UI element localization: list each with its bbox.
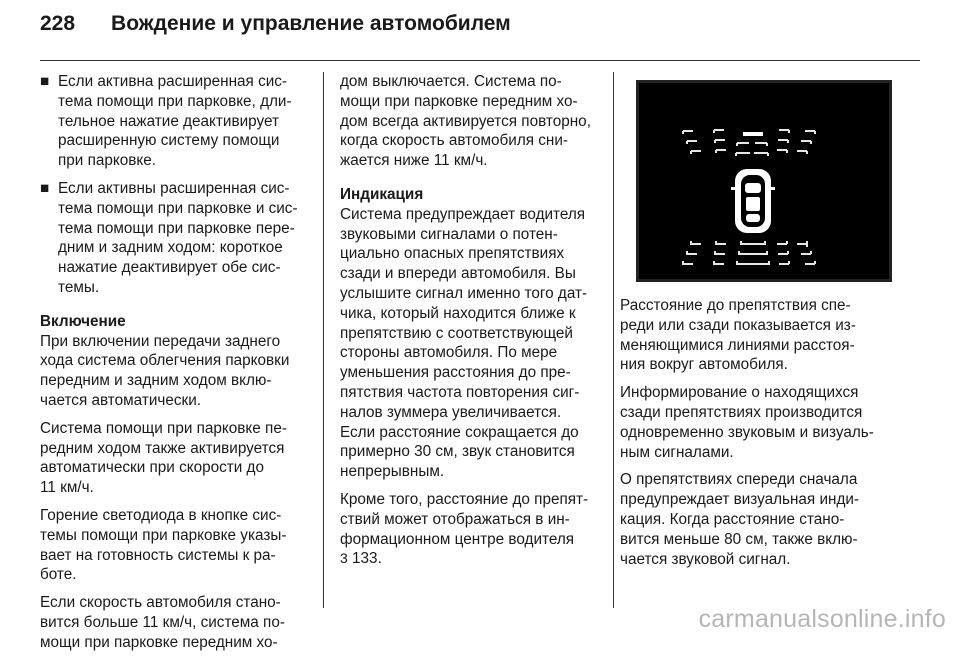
text-line: Расстояние до препятствия спе- bbox=[620, 297, 851, 314]
text-line: одновременно звуковым и визуаль- bbox=[620, 423, 874, 441]
front-right-arc-icon bbox=[797, 151, 807, 154]
text-line: чается звуковой сигнал. bbox=[620, 550, 791, 568]
front-center-right-arc-icon bbox=[779, 130, 789, 133]
text-line: Система помощи при парковке пе- bbox=[40, 419, 287, 437]
parking-sensor-graphic bbox=[639, 83, 889, 279]
bullet-text bbox=[58, 72, 315, 171]
car-top-view-icon bbox=[731, 169, 775, 233]
text-line: дом выключается. Система по- bbox=[340, 73, 562, 90]
text-line: реди или сзади показывается из- bbox=[620, 316, 856, 334]
text-line: сзади и впереди автомобиля. Вы bbox=[340, 265, 576, 283]
text-line: нажатие деактивирует обе сис- bbox=[58, 259, 281, 277]
bullet-item bbox=[40, 72, 315, 171]
text-line: дним и задним ходом: короткое bbox=[58, 239, 283, 257]
page-title: Вождение и управление автомобилем bbox=[111, 12, 511, 35]
front-left-arc-icon bbox=[691, 151, 701, 154]
text-line: чика, который находится ближе к bbox=[340, 304, 576, 322]
text-line: темы помощи при парковке указы- bbox=[40, 526, 287, 544]
paragraph bbox=[40, 332, 315, 411]
front-center-left-arc-icon bbox=[715, 140, 725, 143]
text-line: дом всегда активируется повторно, bbox=[340, 112, 591, 130]
text-line: препятствию с соответствующей bbox=[340, 324, 573, 342]
header-rule bbox=[40, 60, 920, 61]
text-line: тема помощи при парковке и сис- bbox=[58, 199, 298, 217]
paragraph bbox=[620, 383, 910, 462]
page-header bbox=[40, 12, 511, 48]
text-line: Если активна расширенная сис- bbox=[58, 73, 288, 90]
text-line: вится больше 11 км/ч, система по- bbox=[40, 613, 285, 631]
front-center-right-arc-icon bbox=[777, 150, 787, 153]
column-1 bbox=[40, 72, 315, 661]
text-line: 11 км/ч. bbox=[40, 479, 94, 497]
paragraph-with-reference bbox=[340, 490, 600, 569]
paragraph bbox=[620, 470, 910, 569]
text-line: Если активны расширенная сис- bbox=[58, 179, 290, 197]
text-line: примерно 30 см, звук становится bbox=[340, 443, 575, 461]
page-number: 228 bbox=[40, 12, 76, 35]
bullet-mark: ■ bbox=[40, 73, 50, 90]
text-line: формационном центре водителя bbox=[340, 530, 575, 548]
column-divider-1 bbox=[323, 72, 324, 608]
text-line: сзади препятствиях производится bbox=[620, 403, 863, 421]
text-line: Если скорость автомобиля стано- bbox=[40, 594, 281, 612]
section-heading-indication: Индикация bbox=[340, 185, 424, 203]
text-line: кация. Когда расстояние стано- bbox=[620, 510, 845, 528]
text-line: темы. bbox=[58, 278, 100, 296]
paragraph bbox=[40, 419, 315, 498]
front-left-arc-icon bbox=[687, 141, 697, 144]
text-line: меняющимися линиями расстоя- bbox=[620, 336, 855, 354]
front-center-left-arc-icon bbox=[716, 150, 726, 153]
bullet-text bbox=[58, 179, 315, 298]
column-3 bbox=[620, 296, 910, 577]
text-line: О препятствиях спереди сначала bbox=[620, 471, 858, 489]
front-right-arc-icon bbox=[805, 131, 815, 134]
front-left-arc-icon bbox=[683, 131, 693, 134]
text-line: непрерывным. bbox=[340, 463, 445, 481]
text-line: стороны автомобиля. По мере bbox=[340, 344, 558, 362]
text-line: вает на готовность системы к ра- bbox=[40, 546, 276, 564]
column-divider-2 bbox=[613, 72, 614, 608]
text-line: Кроме того, расстояние до препят- bbox=[340, 490, 589, 508]
text-line: При включении передачи заднего bbox=[40, 332, 281, 350]
text-line: редним ходом также активируется bbox=[40, 439, 285, 457]
text-line: передним и задним ходом вклю- bbox=[40, 372, 272, 390]
text-line: чается автоматически. bbox=[40, 391, 201, 409]
text-line: вится меньше 80 см, также вклю- bbox=[620, 530, 858, 548]
front-center-right-arc-icon bbox=[778, 140, 788, 143]
bullet-item bbox=[40, 179, 315, 298]
paragraph bbox=[40, 593, 315, 652]
text-line: хода система облегчения парковки bbox=[40, 352, 290, 370]
text-line: уменьшения расстояния до пре- bbox=[340, 364, 571, 382]
text-line: мощи при парковке передним хо- bbox=[40, 633, 278, 651]
text-line: Система предупреждает водителя bbox=[340, 205, 586, 223]
text-line: Если расстояние сокращается до bbox=[340, 423, 579, 441]
text-line: при парковке. bbox=[58, 152, 157, 170]
paragraph-text bbox=[340, 491, 588, 548]
front-right-arc-icon bbox=[801, 141, 811, 144]
reference-arrow-icon: 3 bbox=[340, 550, 348, 567]
text-line: ным сигналами. bbox=[620, 443, 734, 461]
bullet-mark: ■ bbox=[40, 179, 50, 197]
text-line: боте. bbox=[40, 566, 77, 584]
active-front-bar bbox=[743, 132, 763, 136]
paragraph bbox=[40, 506, 315, 585]
column-2 bbox=[340, 72, 600, 577]
text-line: тема помощи при парковке пере- bbox=[58, 219, 295, 237]
text-line: ствий может отображаться в ин- bbox=[340, 510, 570, 528]
text-line: расширенную систему помощи bbox=[58, 132, 280, 150]
text-line: налов зуммера увеличивается. bbox=[340, 403, 562, 421]
text-line: тельное нажатие деактивирует bbox=[58, 112, 279, 130]
text-line: циально опасных препятствиях bbox=[340, 245, 565, 263]
reference-link[interactable]: 133. bbox=[352, 550, 382, 568]
figure-caption bbox=[620, 296, 910, 375]
section-heading-activation: Включение bbox=[40, 312, 126, 330]
watermark: carmanualsonline.info bbox=[698, 605, 946, 633]
text-line: Горение светодиода в кнопке сис- bbox=[40, 506, 282, 524]
text-line: тема помощи при парковке, дли- bbox=[58, 92, 292, 110]
paragraph bbox=[340, 205, 600, 482]
text-line: предупреждает визуальная инди- bbox=[620, 491, 860, 509]
paragraph bbox=[340, 72, 600, 171]
front-center-left-arc-icon bbox=[714, 130, 724, 133]
text-line: звуковыми сигналами о потен- bbox=[340, 225, 558, 243]
text-line: жается ниже 11 км/ч. bbox=[340, 152, 488, 170]
text-line: мощи при парковке передним хо- bbox=[340, 92, 578, 110]
parking-display-illustration bbox=[636, 80, 892, 282]
text-line: Информирование о находящихся bbox=[620, 384, 859, 402]
text-line: ния вокруг автомобиля. bbox=[620, 356, 788, 374]
text-line: услышите сигнал именно того дат- bbox=[340, 284, 588, 302]
text-line: когда скорость автомобиля сни- bbox=[340, 132, 569, 150]
text-line: автоматически при скорости до bbox=[40, 459, 264, 477]
text-line: пятствия частота повторения сиг- bbox=[340, 383, 580, 401]
